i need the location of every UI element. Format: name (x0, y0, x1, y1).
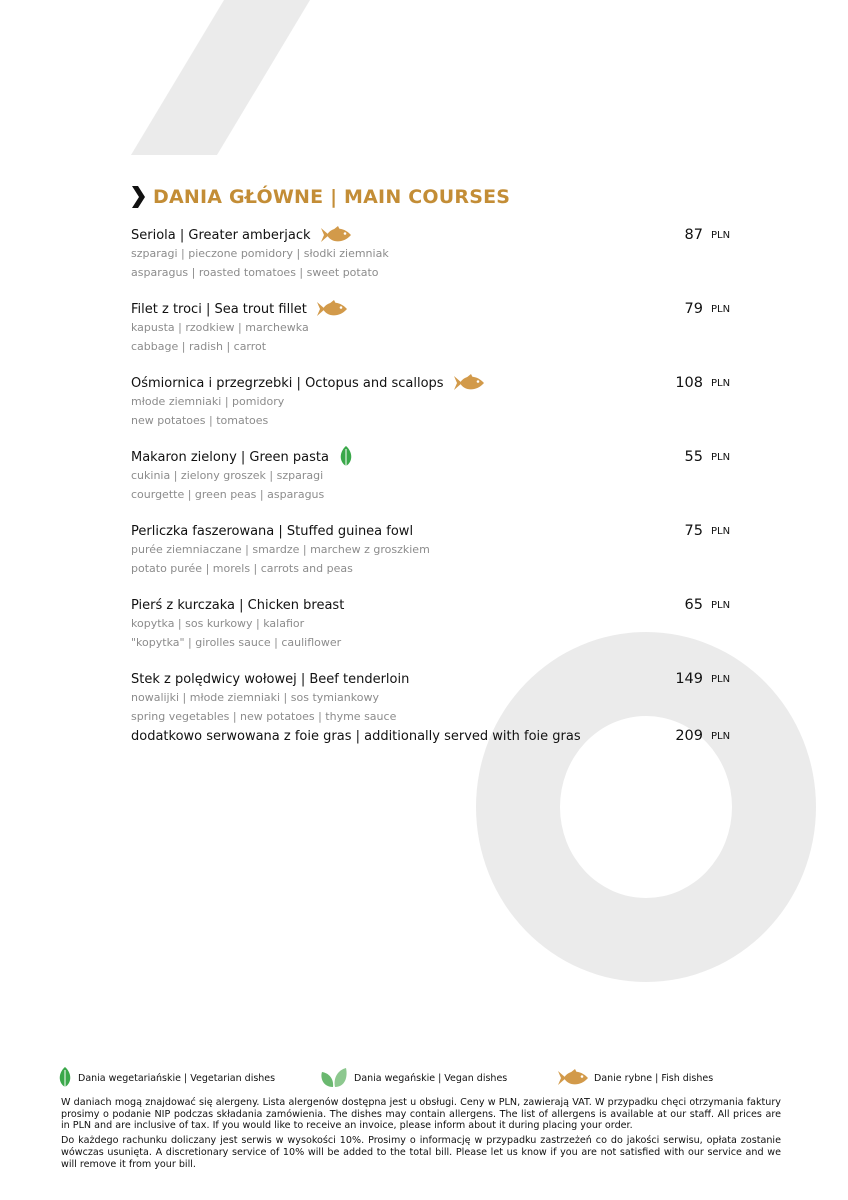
price-currency: PLN (711, 451, 731, 463)
price-currency: PLN (711, 303, 731, 315)
dish-name: Filet z troci | Sea trout fillet (131, 301, 307, 317)
menu-item-amberjack (131, 225, 731, 282)
dish-desc-pl: młode ziemniaki | pomidory (131, 395, 285, 408)
dish-price (685, 225, 731, 245)
dish-desc-en: "kopytka" | girolles sauce | cauliflower (131, 635, 342, 649)
dish-desc-pl: kopytka | sos kurkowy | kalafior (131, 617, 305, 630)
dish-desc-en: spring vegetables | new potatoes | thyme sauce (131, 709, 397, 723)
dish-desc-pl: cukinia | zielony groszek | szparagi (131, 469, 324, 482)
service-note: Do każdego rachunku doliczany jest serwis w wysokości 10%. Prosimy o informację w przypadku zastrzeżeń co do jakości serwisu, opłata zostanie wówczas usunięta. A discretionary service of 10% will be added to the total bill. Please let us know if you are not satisfied with our service and we will remove it from your bill. (61, 1135, 781, 1170)
price-currency: PLN (711, 673, 731, 685)
dish-desc-en: new potatoes | tomatoes (131, 413, 269, 427)
fish-icon (558, 1068, 588, 1088)
dish-name: Perliczka faszerowana | Stuffed guinea fowl (131, 523, 414, 539)
price-amount: 75 (684, 523, 703, 539)
price-currency: PLN (711, 599, 731, 611)
dish-desc-pl: szparagi | pieczone pomidory | słodki ziemniak (131, 247, 389, 260)
menu-item-green-pasta (131, 447, 731, 504)
dish-desc-pl: kapusta | rzodkiew | marchewka (131, 321, 309, 334)
legend-vegan (320, 1066, 507, 1090)
menu-item-chicken-breast (131, 595, 731, 652)
legend-label: Dania wegetariańskie | Vegetarian dishes (78, 1072, 276, 1084)
dish-desc-en: asparagus | roasted tomatoes | sweet potato (131, 265, 379, 279)
vegan-leaves-icon (320, 1067, 348, 1089)
dish-name: Stek z polędwicy wołowej | Beef tenderloin (131, 671, 410, 687)
chevron-right-icon (131, 186, 145, 208)
dish-price (685, 447, 731, 467)
legend-fish (558, 1066, 713, 1090)
section-title: DANIA GŁÓWNE | MAIN COURSES (153, 186, 511, 208)
price-amount: 65 (684, 597, 703, 613)
price-amount: 87 (684, 227, 703, 243)
dish-extra-option (131, 726, 731, 746)
legend-label: Dania wegańskie | Vegan dishes (354, 1072, 508, 1084)
dish-desc-en: cabbage | radish | carrot (131, 339, 267, 353)
price-currency: PLN (711, 229, 731, 241)
dish-price (685, 299, 731, 319)
footer-notes (61, 1097, 781, 1170)
dish-desc-pl: purée ziemniaczane | smardze | marchew z groszkiem (131, 543, 430, 556)
allergen-note: W daniach mogą znajdować się alergeny. Lista alergenów dostępna jest u obsługi. Ceny w PLN, zawierają VAT. W przypadku chęci otrzymania faktury prosimy o podanie NIP podczas składania zamówienia. The dishes may contain allergens. The list of allergens is available at our staff. All prices are in PLN and are inclusive of tax. If you would like to receive an invoice, please inform about it during placing your order. (61, 1097, 781, 1132)
dish-name: Pierś z kurczaka | Chicken breast (131, 597, 345, 613)
price-currency: PLN (711, 730, 731, 742)
dish-desc-en: courgette | green peas | asparagus (131, 487, 325, 501)
price-amount: 149 (675, 671, 703, 687)
price-amount: 209 (675, 728, 703, 744)
dish-desc-pl: nowalijki | młode ziemniaki | sos tymiankowy (131, 691, 379, 704)
leaf-icon (339, 446, 353, 468)
icon-legend (58, 1066, 798, 1090)
dish-price (675, 669, 731, 689)
menu-item-octopus (131, 373, 731, 430)
dish-name: Makaron zielony | Green pasta (131, 449, 329, 465)
menu-item-beef-tenderloin (131, 669, 731, 746)
dish-desc-en: potato purée | morels | carrots and peas (131, 561, 353, 575)
fish-icon (317, 299, 347, 319)
menu-item-sea-trout (131, 299, 731, 356)
fish-icon (454, 373, 484, 393)
price-currency: PLN (711, 525, 731, 537)
dish-price (675, 373, 731, 393)
legend-label: Danie rybne | Fish dishes (594, 1072, 714, 1084)
dish-name: Ośmiornica i przegrzebki | Octopus and scallops (131, 375, 444, 391)
price-amount: 108 (675, 375, 703, 391)
price-amount: 79 (684, 301, 703, 317)
legend-vegetarian (58, 1066, 275, 1090)
leaf-icon (58, 1067, 72, 1089)
price-currency: PLN (711, 377, 731, 389)
dish-price (685, 521, 731, 541)
dish-name: Seriola | Greater amberjack (131, 227, 311, 243)
extra-option-price (675, 726, 731, 746)
price-amount: 55 (684, 449, 703, 465)
decorative-slash (0, 0, 848, 200)
fish-icon (321, 225, 351, 245)
menu-item-guinea-fowl (131, 521, 731, 578)
extra-option-name: dodatkowo serwowana z foie gras | additionally served with foie gras (131, 728, 581, 744)
dish-price (685, 595, 731, 615)
section-heading (131, 184, 510, 210)
